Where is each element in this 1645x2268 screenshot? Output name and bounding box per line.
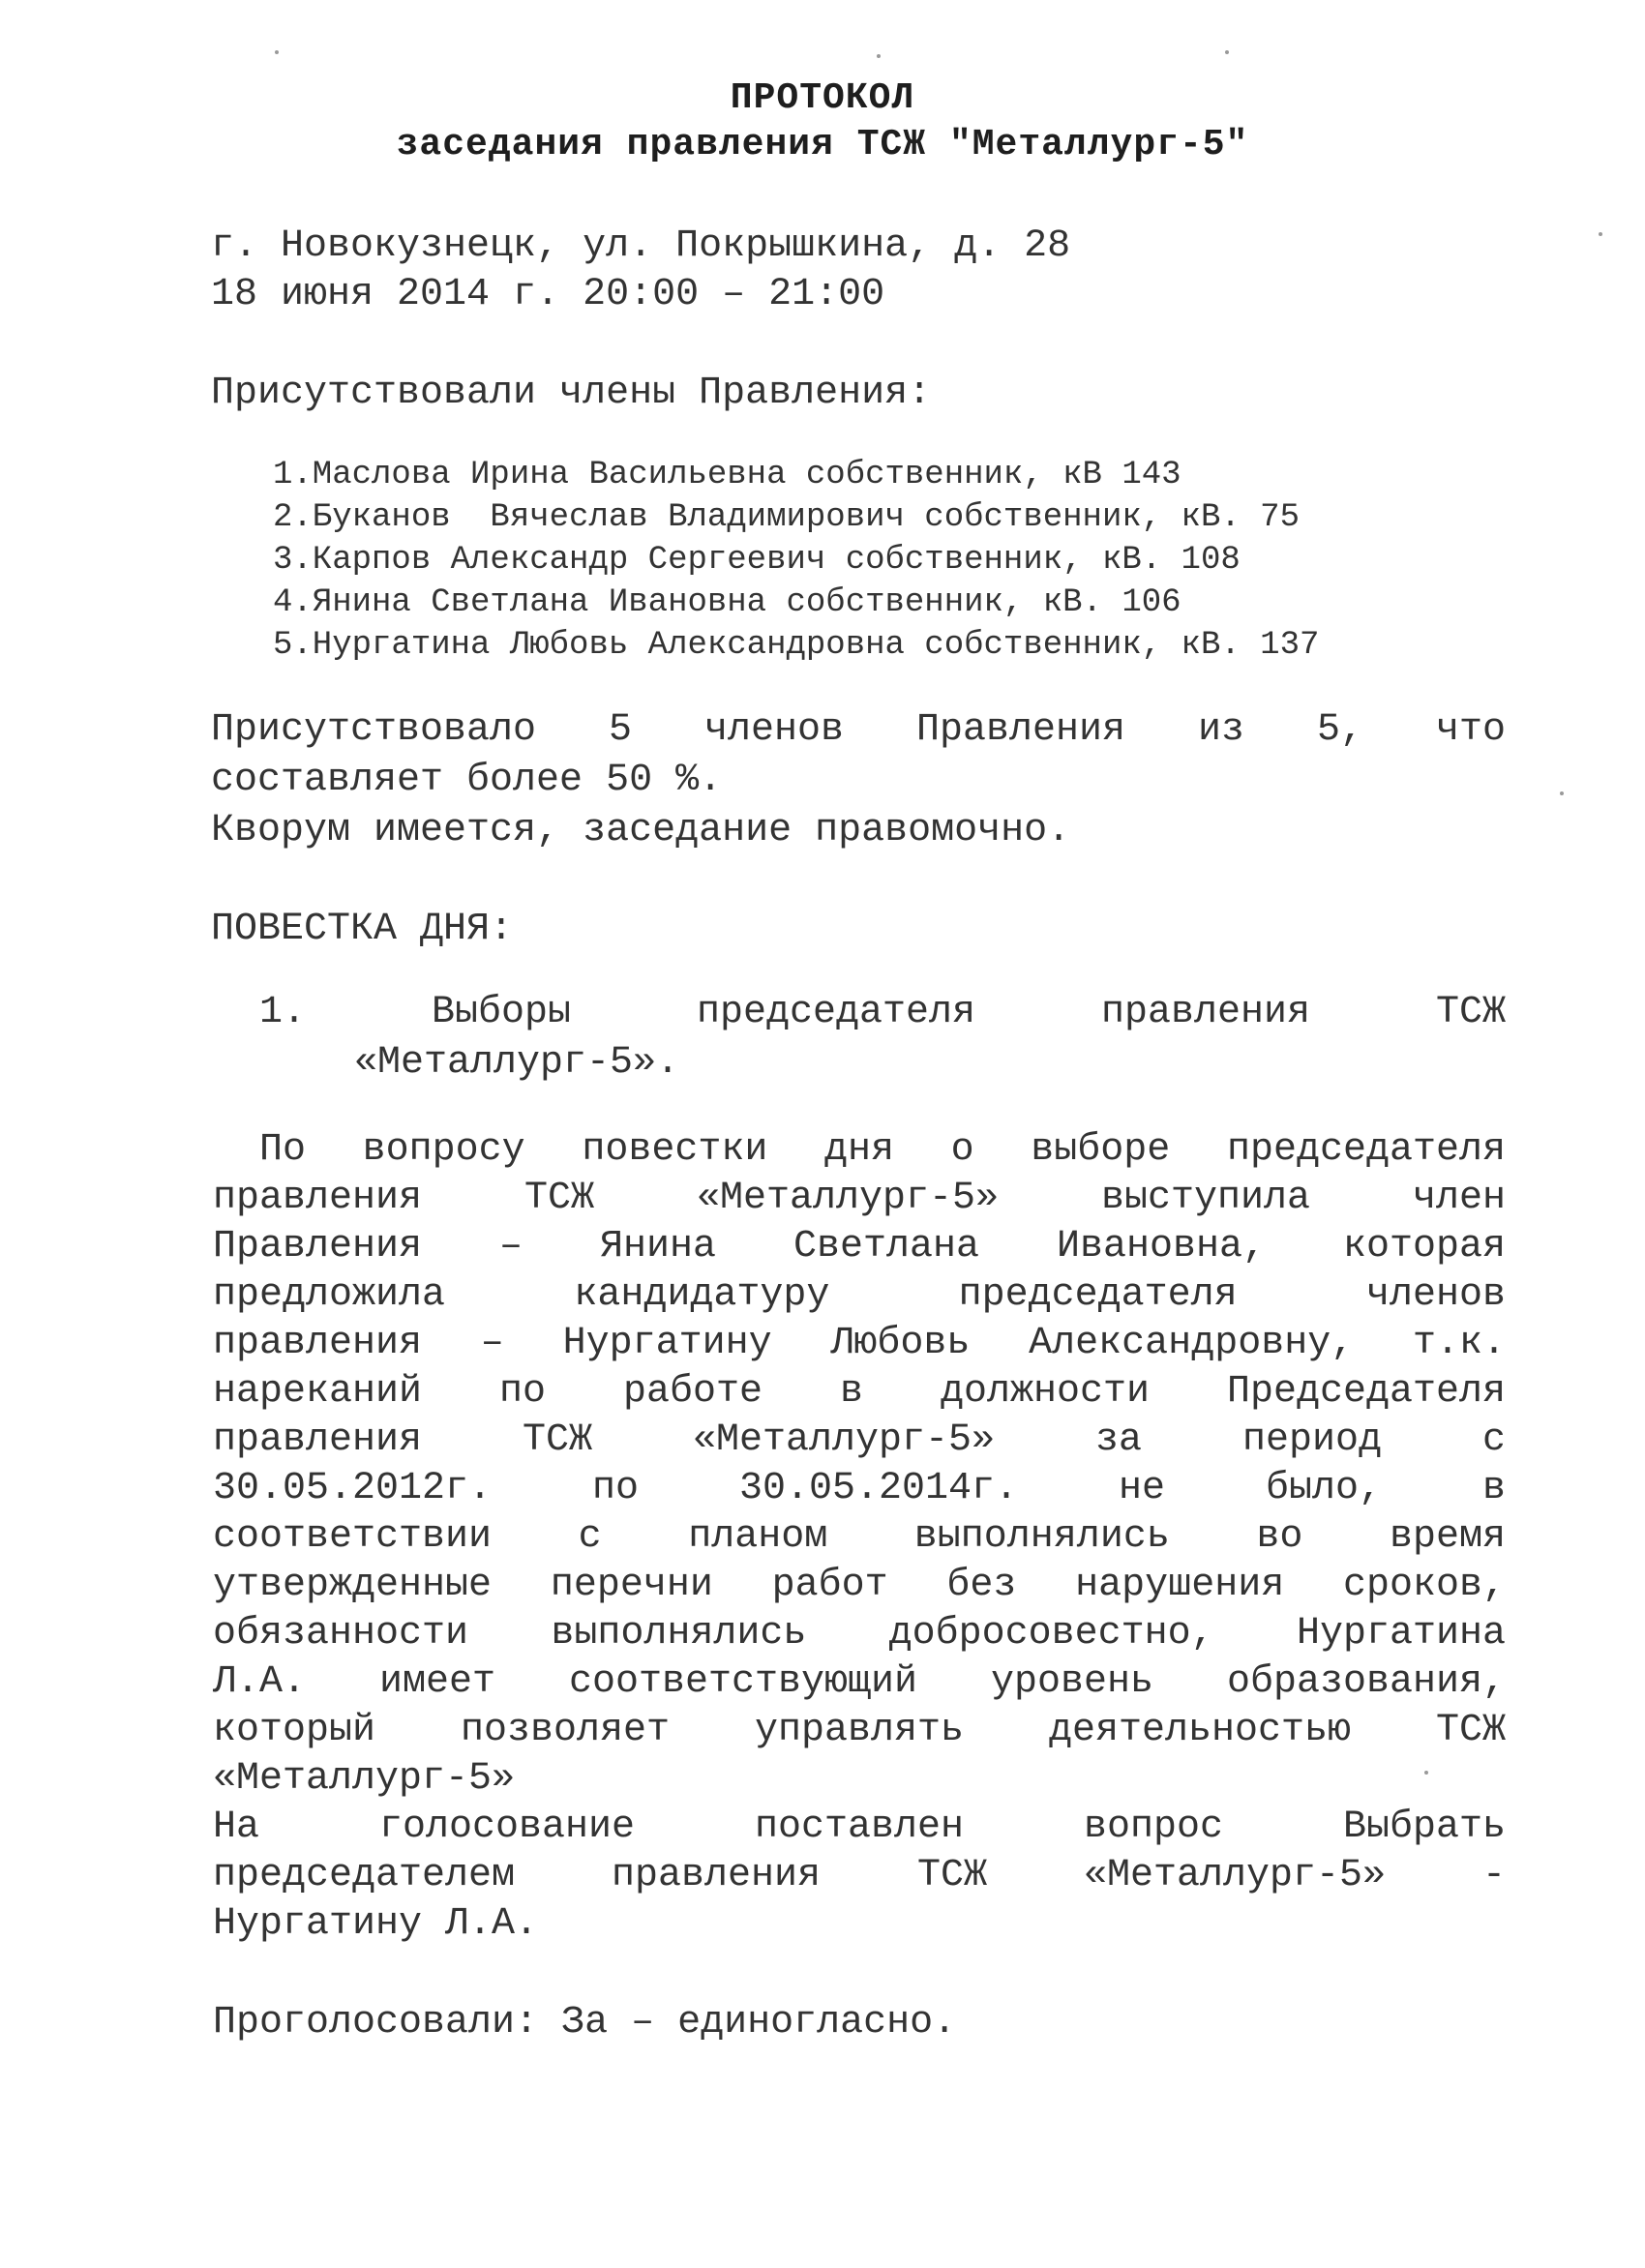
attendee-item: 3.Карпов Александр Сергеевич собственник, кВ. 108 [273,542,1241,579]
vote-line: председателем правления ТСЖ «Металлург-5» - [213,1854,1506,1897]
document-subtitle: заседания правления ТСЖ "Металлург-5" [396,124,1249,165]
vote-result: Проголосовали: За – единогласно. [213,2001,957,2044]
body-line: правления ТСЖ «Металлург-5» выступила член [213,1177,1506,1220]
body-line: правления ТСЖ «Металлург-5» за период с [213,1418,1506,1462]
scan-speck [275,50,279,54]
attendee-item: 4.Янина Светлана Ивановна собственник, кВ. 106 [273,584,1181,621]
body-line: По вопросу повестки дня о выборе председателя [259,1128,1506,1172]
body-line: нареканий по работе в должности Председателя [213,1370,1506,1414]
attendees-heading: Присутствовали члены Правления: [211,372,932,415]
agenda-item-cont: «Металлург-5». [354,1041,680,1085]
address-line: г. Новокузнецк, ул. Покрышкина, д. 28 [211,224,1071,268]
quorum-line: составляет более 50 %. [211,759,723,802]
agenda-heading: ПОВЕСТКА ДНЯ: [211,908,514,951]
document-title: ПРОТОКОЛ [730,77,915,119]
vote-line: Нургатину Л.А. [213,1902,539,1946]
scan-speck [1599,232,1602,236]
body-line: соответствии с планом выполнялись во время [213,1515,1506,1559]
quorum-line: Присутствовало 5 членов Правления из 5, что [211,708,1506,752]
body-line: который позволяет управлять деятельностью ТСЖ [213,1709,1506,1752]
body-line: правления – Нургатину Любовь Александровну, т.к. [213,1322,1506,1365]
scan-speck [1424,1771,1428,1775]
scan-speck [877,54,881,58]
body-line: «Металлург-5» [213,1757,516,1801]
attendee-item: 5.Нургатина Любовь Александровна собственник, кВ. 137 [273,627,1320,664]
quorum-line: Кворум имеется, заседание правомочно. [211,809,1071,852]
body-line: 30.05.2012г. по 30.05.2014г. не было, в [213,1467,1506,1510]
agenda-item: 1. Выборы председателя правления ТСЖ [259,991,1506,1034]
body-line: предложила кандидатуру председателя членов [213,1273,1506,1317]
body-line: утвержденные перечни работ без нарушения сроков, [213,1564,1506,1607]
attendee-item: 1.Маслова Ирина Васильевна собственник, кВ 143 [273,457,1181,493]
scan-speck [1225,50,1229,54]
attendee-item: 2.Буканов Вячеслав Владимирович собственник, кВ. 75 [273,499,1300,536]
body-line: обязанности выполнялись добросовестно, Нургатина [213,1612,1506,1656]
vote-line: На голосование поставлен вопрос Выбрать [213,1805,1506,1849]
body-line: Л.А. имеет соответствующий уровень образования, [213,1660,1506,1704]
body-line: Правления – Янина Светлана Ивановна, которая [213,1225,1506,1268]
scan-speck [1560,791,1564,795]
datetime-line: 18 июня 2014 г. 20:00 – 21:00 [211,273,885,316]
